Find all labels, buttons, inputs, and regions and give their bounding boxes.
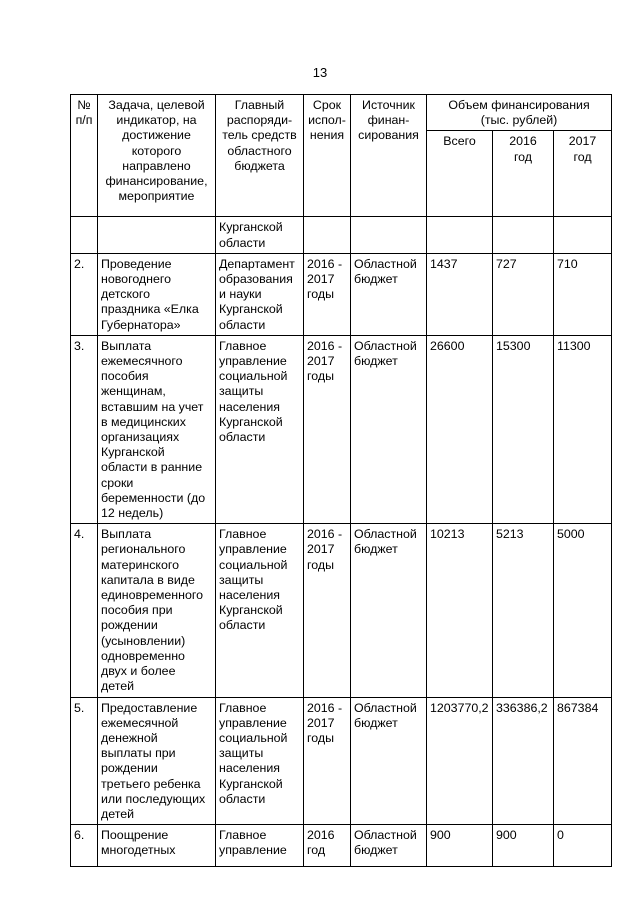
cell-num: 4. — [71, 524, 98, 697]
cell-2016: 336386,2 — [493, 697, 554, 825]
cell-manager: Департамент образования и науки Курганской области — [216, 253, 304, 335]
cell-task: Поощрение многодетных — [98, 825, 216, 867]
cell-num — [71, 217, 98, 253]
page-number: 13 — [312, 65, 328, 80]
cell-source: Областной бюджет — [351, 335, 427, 523]
cell-num: 3. — [71, 335, 98, 523]
cell-total: 1203770,2 — [427, 697, 493, 825]
cell-total: 1437 — [427, 253, 493, 335]
table-row — [71, 217, 612, 253]
cell-2016: 900 — [493, 825, 554, 867]
table-row — [71, 697, 612, 825]
cell-manager: Главное управление социальной защиты населения Курганской области — [216, 335, 304, 523]
header-funding: Объем финансирования (тыс. рублей) — [427, 95, 612, 131]
cell-source: Областной бюджет — [351, 524, 427, 697]
header-term: Срок испол- нения — [304, 95, 351, 217]
table-row — [71, 825, 612, 867]
cell-task — [98, 217, 216, 253]
cell-2017: 867384 — [554, 697, 612, 825]
cell-term: 2016 - 2017 годы — [304, 697, 351, 825]
cell-2017: 5000 — [554, 524, 612, 697]
cell-term: 2016 - 2017 годы — [304, 253, 351, 335]
cell-2017 — [554, 217, 612, 253]
cell-term: 2016 - 2017 годы — [304, 335, 351, 523]
cell-task: Проведение новогоднего детского праздника «Елка Губернатора» — [98, 253, 216, 335]
header-total: Всего — [427, 131, 493, 217]
cell-term: 2016 год — [304, 825, 351, 867]
cell-source: Областной бюджет — [351, 697, 427, 825]
cell-manager: Главное управление — [216, 825, 304, 867]
table-row — [71, 524, 612, 697]
cell-2017: 0 — [554, 825, 612, 867]
table-row — [71, 335, 612, 523]
cell-term — [304, 217, 351, 253]
cell-2016 — [493, 217, 554, 253]
cell-manager: Курганской области — [216, 217, 304, 253]
cell-total: 26600 — [427, 335, 493, 523]
cell-total: 900 — [427, 825, 493, 867]
funding-table — [70, 94, 612, 867]
cell-source: Областной бюджет — [351, 253, 427, 335]
cell-source: Областной бюджет — [351, 825, 427, 867]
header-manager: Главный распоряди- тель средств областного бюджета — [216, 95, 304, 217]
header-2016: 2016 год — [493, 131, 554, 217]
cell-task: Выплата ежемесячного пособия женщинам, вставшим на учет в медицинских организациях Курганской области в ранние сроки беременности (до 12 недель) — [98, 335, 216, 523]
header-num: № п/п — [71, 95, 98, 217]
cell-2017: 710 — [554, 253, 612, 335]
cell-total: 10213 — [427, 524, 493, 697]
cell-num: 6. — [71, 825, 98, 867]
header-2017: 2017 год — [554, 131, 612, 217]
cell-source — [351, 217, 427, 253]
cell-task: Предоставление ежемесячной денежной выплаты при рождении третьего ребенка или последующих детей — [98, 697, 216, 825]
cell-2016: 5213 — [493, 524, 554, 697]
table-row — [71, 253, 612, 335]
header-source: Источник финан- сирования — [351, 95, 427, 217]
cell-num: 2. — [71, 253, 98, 335]
header-task: Задача, целевой индикатор, на достижение которого направлено финансирование, мероприятие — [98, 95, 216, 217]
cell-task: Выплата регионального материнского капитала в виде единовременного пособия при рождении (усыновлении) одновременно двух и более детей — [98, 524, 216, 697]
cell-term: 2016 - 2017 годы — [304, 524, 351, 697]
cell-manager: Главное управление социальной защиты населения Курганской области — [216, 524, 304, 697]
cell-2016: 15300 — [493, 335, 554, 523]
cell-total — [427, 217, 493, 253]
cell-num: 5. — [71, 697, 98, 825]
cell-2017: 11300 — [554, 335, 612, 523]
cell-manager: Главное управление социальной защиты населения Курганской области — [216, 697, 304, 825]
cell-2016: 727 — [493, 253, 554, 335]
